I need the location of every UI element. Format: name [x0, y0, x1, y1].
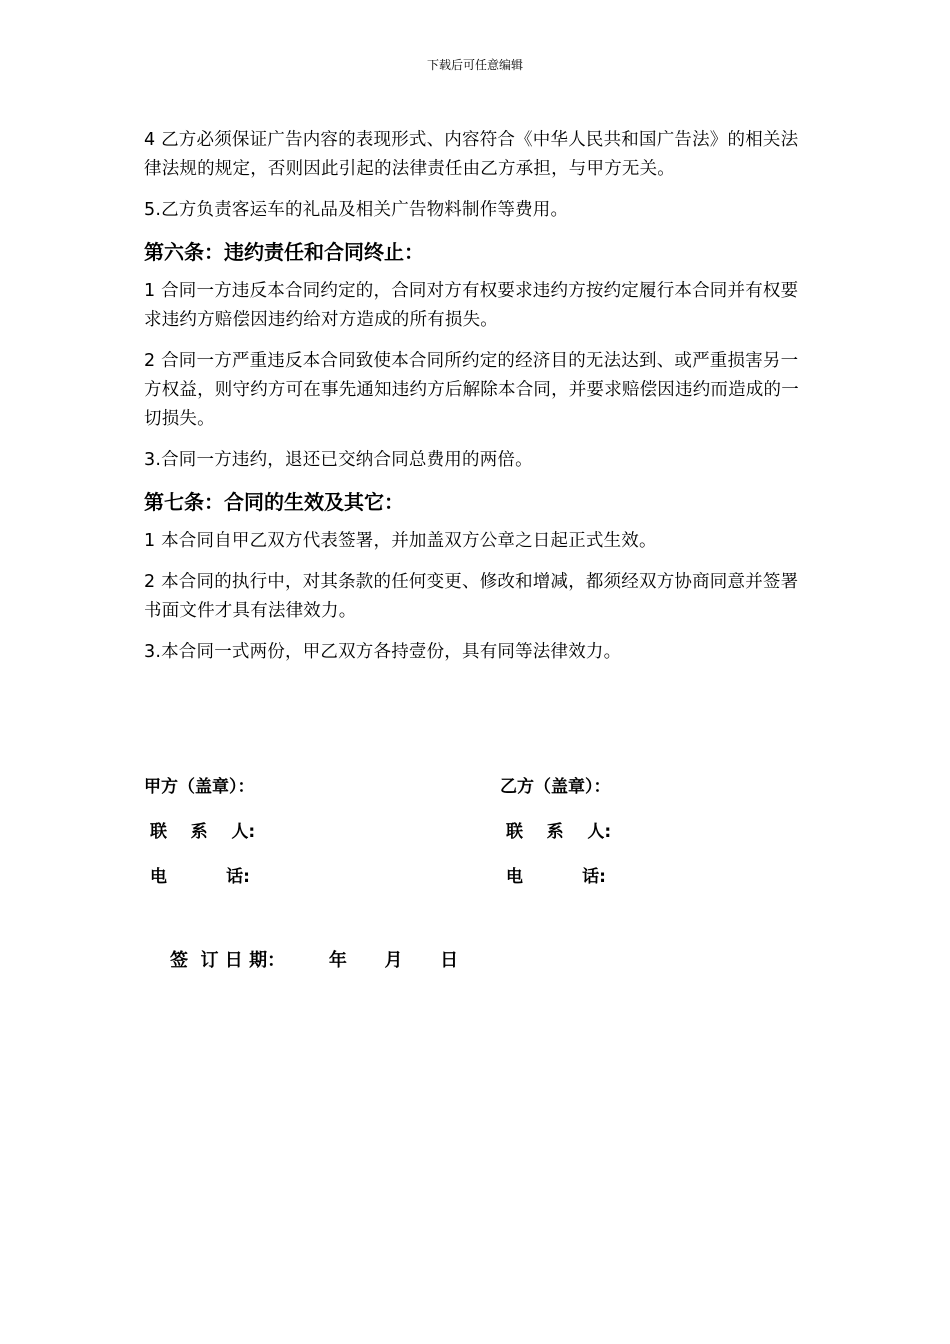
signing-date-line: 签 订 日 期： 年 月 日 — [170, 950, 459, 971]
clause-6-1: 1 合同一方违反本合同约定的，合同对方有权要求违约方按约定履行本合同并有权要求违约方赔偿因违约给对方造成的所有损失。 — [144, 281, 799, 330]
section-7-title: 第七条：合同的生效及其它： — [144, 490, 404, 514]
contract-body — [144, 126, 804, 679]
clause-7-3: 3.本合同一式两份，甲乙双方各持壹份，具有同等法律效力。 — [144, 642, 622, 662]
party-a-contact-label: 联 系 人: — [150, 822, 256, 842]
party-b-contact-label: 联 系 人: — [506, 822, 612, 842]
clause-5-4: 4 乙方必须保证广告内容的表现形式、内容符合《中华人民共和国广告法》的相关法律法规的规定，否则因此引起的法律责任由乙方承担，与甲方无关。 — [144, 130, 799, 179]
clause-7-1: 1 本合同自甲乙双方代表签署，并加盖双方公章之日起正式生效。 — [144, 531, 657, 551]
party-a-seal-label: 甲方（盖章）： — [144, 777, 255, 797]
party-b-seal-label: 乙方（盖章）： — [500, 777, 611, 797]
clause-6-2: 2 合同一方严重违反本合同致使本合同所约定的经济目的无法达到、或严重损害另一方权益，则守约方可在事先通知违约方后解除本合同，并要求赔偿因违约而造成的一切损失。 — [144, 351, 799, 429]
party-a-phone-label: 电 话: — [150, 867, 250, 887]
header-note: 下载后可任意编辑 — [426, 58, 523, 72]
party-b-phone-label: 电 话: — [506, 867, 606, 887]
clause-7-2: 2 本合同的执行中，对其条款的任何变更、修改和增减，都须经双方协商同意并签署书面文件才具有法律效力。 — [144, 572, 799, 621]
clause-6-3: 3.合同一方违约，退还已交纳合同总费用的两倍。 — [144, 450, 533, 470]
party-b-signature-block — [500, 772, 800, 907]
party-a-signature-block — [144, 772, 444, 907]
clause-5-5: 5.乙方负责客运车的礼品及相关广告物料制作等费用。 — [144, 200, 569, 220]
section-6-title: 第六条：违约责任和合同终止： — [144, 240, 424, 264]
